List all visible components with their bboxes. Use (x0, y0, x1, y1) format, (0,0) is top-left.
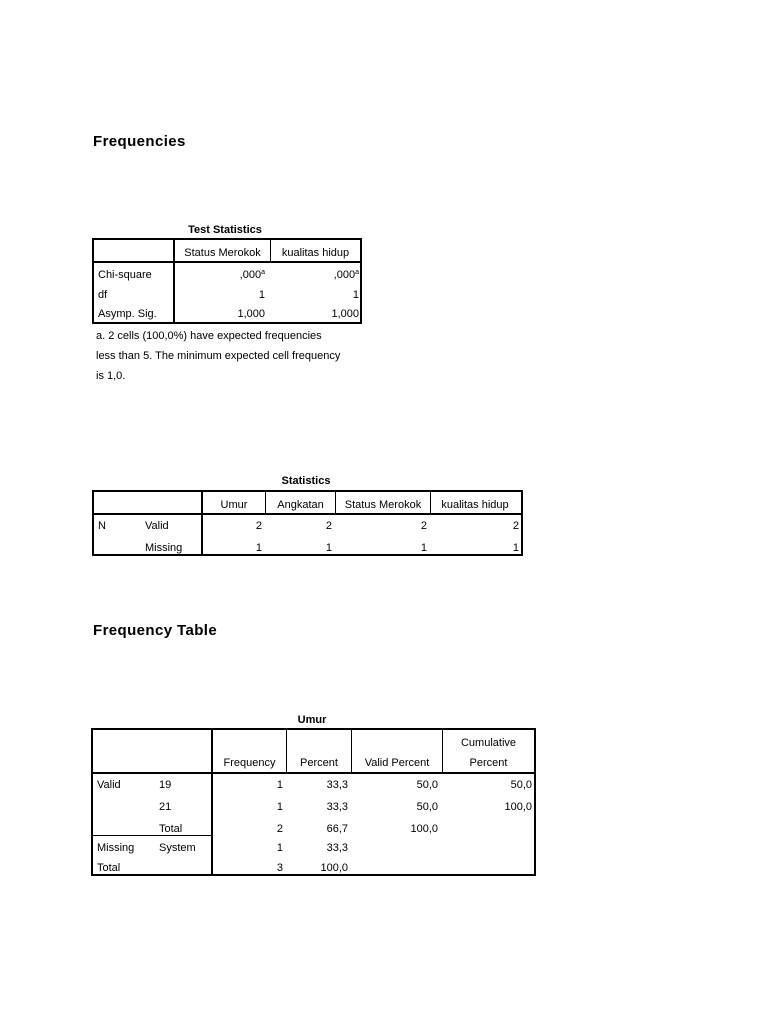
umur-title: Umur (297, 714, 327, 726)
statistics-title: Statistics (281, 475, 331, 487)
table-cell: ,000$^a$ (333, 269, 359, 281)
table-cell: 2 (512, 520, 519, 532)
group-label: N (98, 520, 106, 532)
table-cell: 1,000 (331, 308, 359, 320)
table-cell: 1 (276, 779, 283, 791)
statistics-table (92, 490, 523, 556)
table-cell: 33,3 (326, 801, 348, 813)
row-label: Valid (145, 520, 169, 532)
column-header: kualitas hidup (281, 247, 350, 259)
frequencies-heading: Frequencies (93, 133, 186, 150)
column-header: kualitas hidup (441, 499, 509, 511)
table-cell: 2 (325, 520, 332, 532)
table-cell: 1 (512, 542, 519, 554)
table-cell: 1 (258, 289, 265, 301)
table-cell: 50,0 (416, 801, 438, 813)
column-header: Angkatan (277, 499, 324, 511)
table-cell: 1 (352, 289, 359, 301)
test-statistics-table (92, 238, 362, 324)
table-cell: 1 (276, 801, 283, 813)
row-label: df (98, 289, 108, 301)
table-cell: 50,0 (416, 779, 438, 791)
column-header: Valid Percent (364, 757, 430, 769)
table-cell: ,000$^a$ (239, 269, 265, 281)
row-label: Asymp. Sig. (98, 308, 157, 320)
table-cell: 100,0 (320, 862, 348, 874)
table-cell: 1 (325, 542, 332, 554)
group-label: Valid (97, 779, 121, 791)
table-cell: 33,3 (326, 779, 348, 791)
table-cell: 66,7 (326, 823, 348, 835)
group-label: Missing (97, 842, 135, 854)
column-header: Cumulative (460, 737, 517, 749)
row-label: System (159, 842, 196, 854)
column-header: Status Merokok (184, 247, 261, 259)
table-cell: 1,000 (237, 308, 265, 320)
table-cell: 100,0 (410, 823, 438, 835)
table-cell: 1 (255, 542, 262, 554)
column-header: Status Merokok (344, 499, 422, 511)
table-cell: 2 (276, 823, 283, 835)
table-cell: 1 (420, 542, 427, 554)
table-cell: 3 (276, 862, 283, 874)
row-label: Chi-square (98, 269, 152, 281)
test-statistics-title: Test Statistics (188, 224, 262, 236)
column-header: Percent (300, 757, 338, 769)
table-cell: 1 (276, 842, 283, 854)
row-label: 21 (159, 801, 172, 813)
test-statistics-footnote: a. 2 cells (100,0%) have expected frequencies less than 5. The minimum expected cell frequency is 1,0. (96, 330, 341, 382)
row-label: Missing (145, 542, 183, 554)
row-label: 19 (159, 779, 172, 791)
frequency-table-heading: Frequency Table (93, 622, 218, 639)
umur-frequency-table (91, 728, 536, 876)
table-cell: 33,3 (326, 842, 348, 854)
column-header: Frequency (223, 757, 276, 769)
column-header: Umur (220, 499, 248, 511)
column-header: Percent (469, 757, 508, 769)
row-label: Total (159, 823, 183, 835)
table-cell: 2 (255, 520, 262, 532)
table-cell: 100,0 (504, 801, 532, 813)
table-cell: 2 (420, 520, 427, 532)
group-label: Total (97, 862, 121, 874)
table-cell: 50,0 (510, 779, 532, 791)
